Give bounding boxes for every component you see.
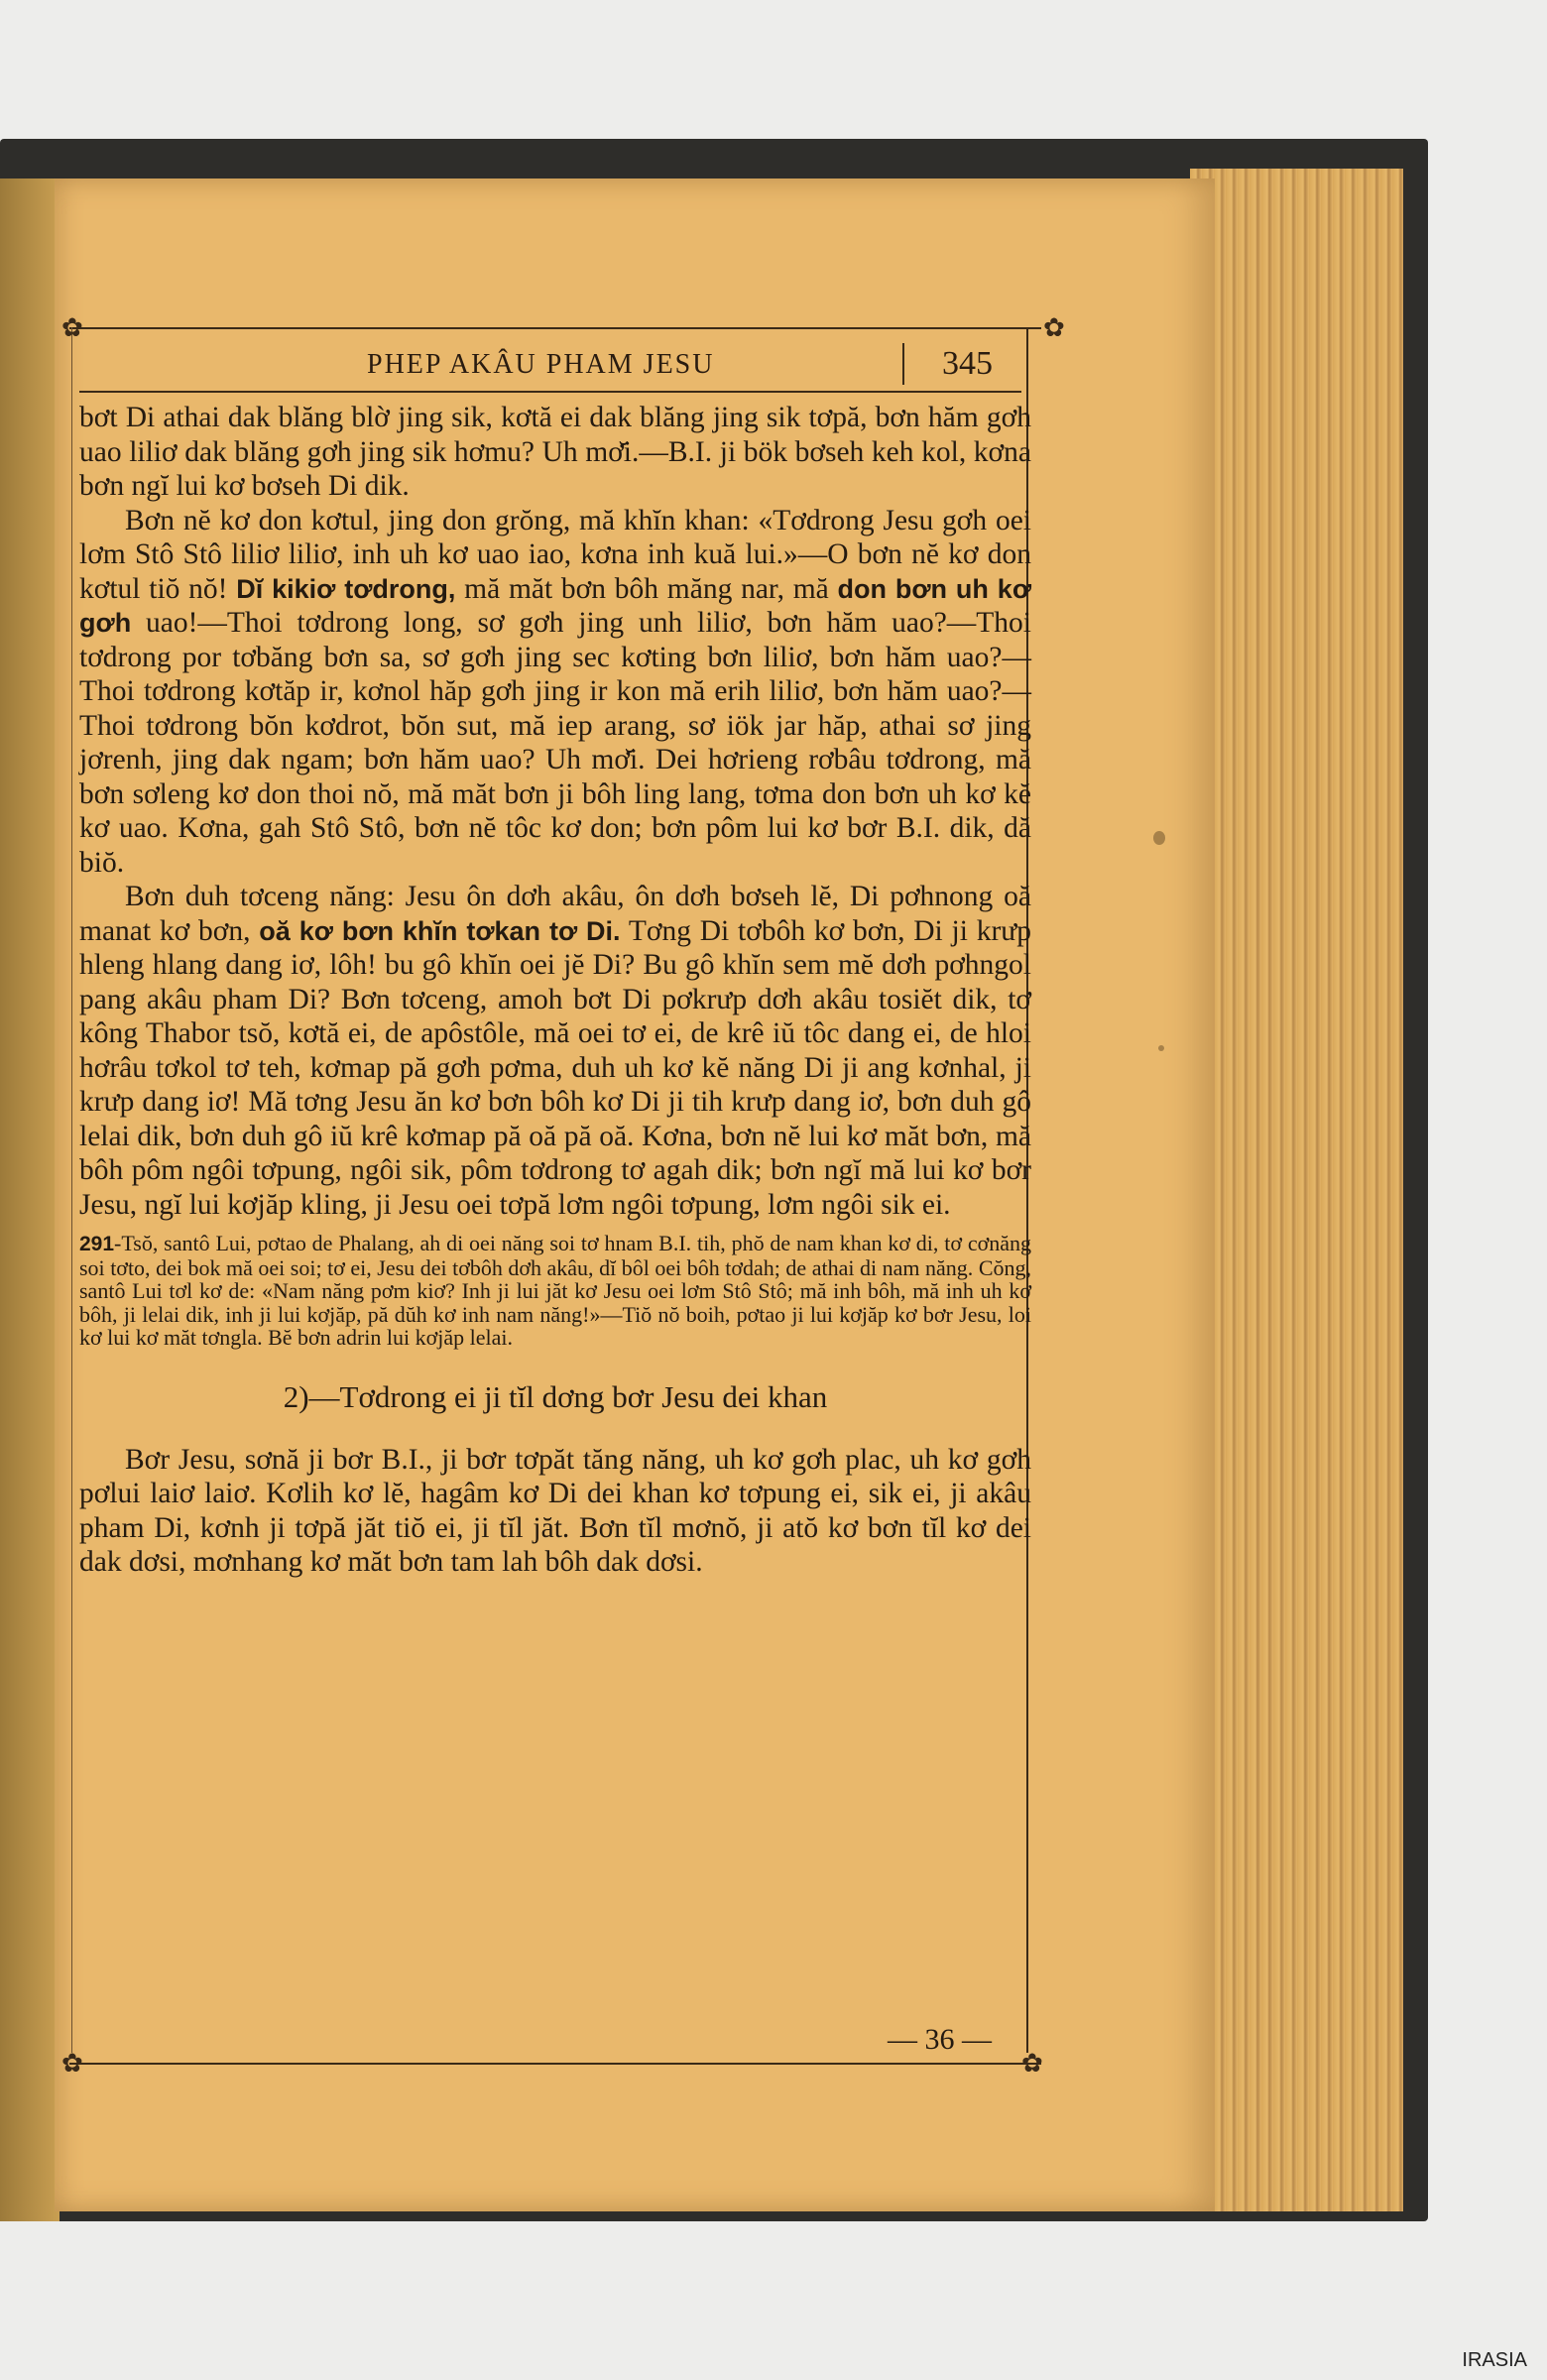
left-margin-rule [71,327,72,2053]
paragraph [79,880,1031,1222]
paragraph-text: Bơn duh tơceng năng: Jesu ôn dơh akâu, ôn dơh bơseh lĕ, Di pơhnong oă manat kơ bơn, [79,881,1031,947]
paragraph-text: uao!—Thoi tơdrong long, sơ gơh jing unh liliơ, bơn hăm uao?—Thoi tơdrong por tơbăng bơn sa, sơ gơh jing sec kơting bơn liliơ, bơn hăm uao?—Thoi tơdrong kơtăp ir, kơnol hăp gơh jing ir kon mă erih liliơ, bơn hăm uao?—Thoi tơdrong bŏn kơdrot, bŏn sut, mă iep arang, sơ iök jar hăp, athai sơ jing jơrenh, jing dak ngam; bơn hăm uao? Uh mơ̆i. Dei hơrieng rơbâu tơdrong, mă bơn sơleng kơ don thoi nŏ, mă măt bơn ji bôh ling lang, tơma don bơn uh kơ kĕ kơ uao. Kơna, gah Stô Stô, bơn nĕ tôc kơ don; bơn pôm lui kơ bơr B.I. dik, dă biŏ. [79,607,1032,879]
header-separator [902,343,904,385]
page-number: 345 [942,345,993,382]
top-rule [69,327,1041,329]
source-credit: IRASIA [1462,2349,1527,2371]
paragraph-text: Tơng Di tơbôh kơ bơn, Di ji krưp hleng hlang dang iơ, lôh! bu gô khĭn oei jĕ Di? Bu gô khĭn sem mĕ dơh pơhngol pang akâu pham Di? Bơn tơceng, amoh bơt Di pơkrưp dơh akâu tosiĕt dik, tơ kông Thabor tsŏ, kơtă ei, de apôstôle, mă oei tơ ei, de krê iŭ tôc dang ei, de hloi hơrâu tơkol tơ teh, kơmap pă gơh pơma, duh uh kơ kĕ năng Di ji ang kơnhal, ji krưp dang iơ! Mă tơng Jesu ăn kơ bơn bôh kơ Di ji tih krưp dang iơ, bơn duh gô lelai dik, bơn duh gô iŭ krê kơmap pă oă pă oă. Kơna, bơn nĕ lui kơ măt bơn, mă bôh pôm ngôi tơpung, ngôi sik, pôm tơdrong tơ agah dik; bơn ngĭ mă lui kơ bơr Jesu, ngĭ lui kơjăp kling, ji Jesu oei tơpă lơm ngôi tơpung, lơm ngôi sik ei. [79,914,1032,1221]
bold-phrase: oă kơ bơn khĭn tơkan tơ Di. [259,915,621,946]
paper-stain [1153,831,1165,845]
section-heading: 2)—Tơdrong ei ji tĭl dơng bơr Jesu dei khan [283,1378,828,1414]
running-title: PHEP AKÂU PHAM JESU [367,349,715,380]
signature-marker: — 36 — [888,2023,992,2056]
bold-phrase: Dĭ kikiơ tơdrong, [236,573,456,604]
footnote-text: -Tsŏ, santô Lui, pơtao de Phalang, ah di oei năng soi tơ hnam B.I. tih, phŏ de nam khan kơ di, tơ cơnăng soi tơto, dei bok mă oei soi; tơ ei, Jesu dei tơbôh dơh akâu, dĭ bôl oei bôh tơdah; de athai di nam năng. Cŏng, santô Lui tơl kơ de: «Nam năng pơm kiơ? Inh ji lui jăt kơ Jesu oei lơm Stô Stô; mă inh bôh, mă inh uh kơ bôh, ji lelai dik, inh ji lui kơjăp, pă dŭh kơ inh nam năng!»—Tiŏ nŏ boih, pơtao ji lui kơjăp kơ bơr Jesu, loi kơ lui kơ măt tơngla. Bĕ bơn adrin lui kơjăp lelai. [79,1231,1031,1350]
paper-stain [1158,1045,1164,1051]
running-header [79,339,1021,393]
paragraph-text: mă măt bơn bôh măng nar, mă [464,572,829,605]
bottom-rule [69,2063,1041,2065]
corner-ornament-icon: ✿ [61,2049,83,2078]
corner-ornament-icon: ✿ [61,313,83,342]
left-page-edge [0,178,60,2221]
paragraph [79,504,1031,881]
page-stack-edges [1190,169,1403,2211]
corner-ornament-icon: ✿ [1021,2049,1043,2078]
page-body [79,401,1032,2056]
paragraph-text: Bơn nĕ kơ don kơtul, jing don grŏng, mă khĭn khan: «Tơdrong Jesu gơh oei lơm Stô Stô liliơ liliơ, inh uh kơ uao iao, kơna inh kuă lui.»—O bơn nĕ kơ don kơtul tiŏ nŏ! [79,504,1031,605]
footnote [79,1232,1031,1350]
paragraph: Bơr Jesu, sơnă ji bơr B.I., ji bơr tơpăt tăng năng, uh kơ gơh plac, uh kơ gơh pơlui laiơ laiơ. Kơlih kơ lĕ, hagâm kơ Di dei khan kơ tơpung ei, sik ei, ji akâu pham Di, kơnh ji tơpă jăt tiŏ ei, ji tĭl jăt. Bơn tĭl mơnŏ, ji atŏ kơ bơn tĭl kơ dei dak dơsi, mơnhang kơ măt bơn tam lah bôh dak dơsi. [79,1443,1031,1578]
paragraph: bơt Di athai dak blăng blờ jing sik, kơtă ei dak blăng jing sik tơpă, bơn hăm gơh uao liliơ dak blăng gơh jing sik hơmu? Uh mơ̆i.—B.I. ji bök bơseh keh kol, kơna bơn ngĭ lui kơ bơseh Di dik. [79,402,1031,502]
corner-ornament-icon: ✿ [1043,313,1065,342]
footnote-number: 291 [79,1233,115,1255]
bold-phrase: don bơn uh kơ gơh [79,573,1032,638]
